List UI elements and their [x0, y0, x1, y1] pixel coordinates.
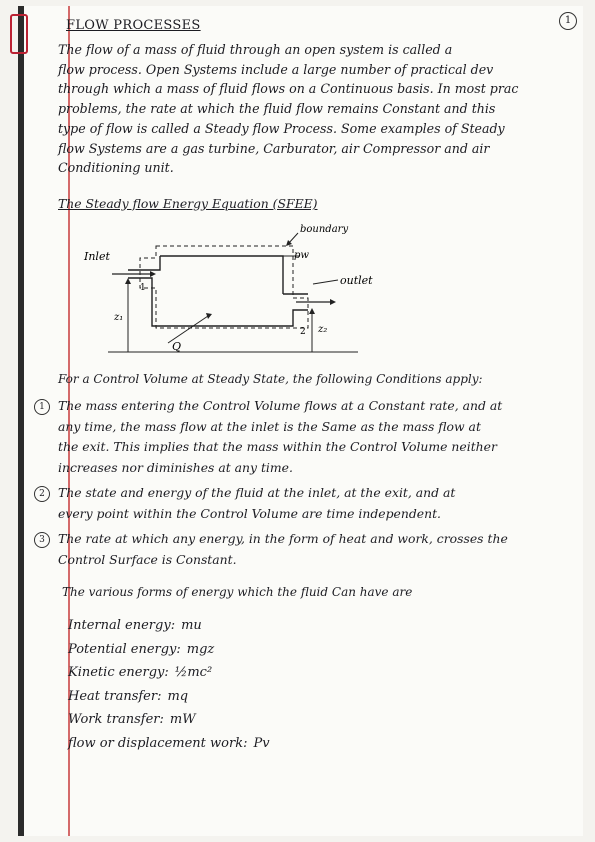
- energy-form-label: Kinetic energy:: [68, 665, 169, 680]
- z1-label: z₁: [114, 312, 124, 323]
- outlet-label: outlet: [340, 274, 373, 287]
- section-2-label: 2: [300, 327, 306, 337]
- page-binding-edge: [18, 6, 24, 836]
- energy-form-row: [68, 689, 188, 704]
- page-number: 1: [559, 12, 577, 30]
- energy-form-value: mgz: [186, 641, 215, 657]
- condition-number: 1: [34, 399, 50, 415]
- condition-line: any time, the mass flow at the inlet is the Same as the mass flow at: [58, 418, 481, 434]
- condition-line: the exit. This implies that the mass within the Control Volume neither: [58, 439, 497, 454]
- energy-form-value: mu: [181, 618, 202, 633]
- condition-number: 2: [34, 486, 50, 502]
- conditions-heading: For a Control Volume at Steady State, the following Conditions apply:: [58, 372, 483, 386]
- heat-arrow: [168, 316, 208, 343]
- energy-form-value: mW: [169, 712, 196, 727]
- energy-form-value: mq: [167, 688, 189, 704]
- intro-line: type of flow is called a Steady flow Process. Some examples of Steady: [58, 120, 505, 136]
- energy-form-value: ½mc²: [174, 665, 213, 680]
- inlet-label: Inlet: [84, 250, 110, 263]
- condition-line: every point within the Control Volume are time independent.: [58, 505, 441, 521]
- z2-label: z₂: [318, 324, 328, 335]
- page-title: FLOW PROCESSES: [66, 18, 201, 33]
- work-label: pw: [294, 250, 309, 261]
- intro-line: Conditioning unit.: [58, 160, 174, 176]
- condition-line: Control Surface is Constant.: [58, 551, 237, 567]
- energy-form-label: Heat transfer:: [68, 688, 162, 704]
- energy-form-value: Pv: [253, 735, 270, 751]
- intro-line: flow Systems are a gas turbine, Carburator, air Compressor and air: [58, 140, 490, 156]
- energy-form-label: Potential energy:: [68, 641, 181, 657]
- device-top: [160, 256, 283, 294]
- condition-line: increases nor diminishes at any time.: [58, 459, 293, 475]
- intro-line: problems, the rate at which the fluid flow remains Constant and this: [58, 101, 496, 117]
- intro-line: The flow of a mass of fluid through an open system is called a: [58, 42, 453, 57]
- section-subtitle: The Steady flow Energy Equation (SFEE): [58, 196, 318, 211]
- device-bottom: [128, 278, 308, 326]
- energy-form-row: [68, 642, 214, 657]
- intro-line: through which a mass of fluid flows on a Continuous basis. In most prac: [58, 81, 519, 97]
- energy-form-label: Internal energy:: [68, 618, 176, 633]
- intro-line: flow process. Open Systems include a large number of practical dev: [58, 61, 494, 77]
- energy-form-row: [68, 618, 202, 633]
- heat-label: Q: [172, 340, 182, 353]
- section-1-label: 1: [140, 283, 146, 293]
- energy-heading: The various forms of energy which the fluid Can have are: [62, 585, 413, 599]
- energy-form-label: flow or displacement work:: [68, 735, 248, 751]
- energy-form-row: [68, 712, 196, 727]
- control-volume-diagram: [68, 218, 398, 358]
- condition-line: The mass entering the Control Volume flows at a Constant rate, and at: [58, 398, 503, 413]
- energy-form-row: [68, 736, 270, 751]
- condition-line: The state and energy of the fluid at the inlet, at the exit, and at: [58, 485, 456, 500]
- binder-clip: [10, 14, 28, 54]
- condition-number: 3: [34, 532, 50, 548]
- energy-form-row: [68, 665, 212, 680]
- energy-form-label: Work transfer:: [68, 712, 164, 727]
- condition-line: The rate at which any energy, in the form of heat and work, crosses the: [58, 531, 508, 546]
- boundary-label: boundary: [300, 224, 349, 235]
